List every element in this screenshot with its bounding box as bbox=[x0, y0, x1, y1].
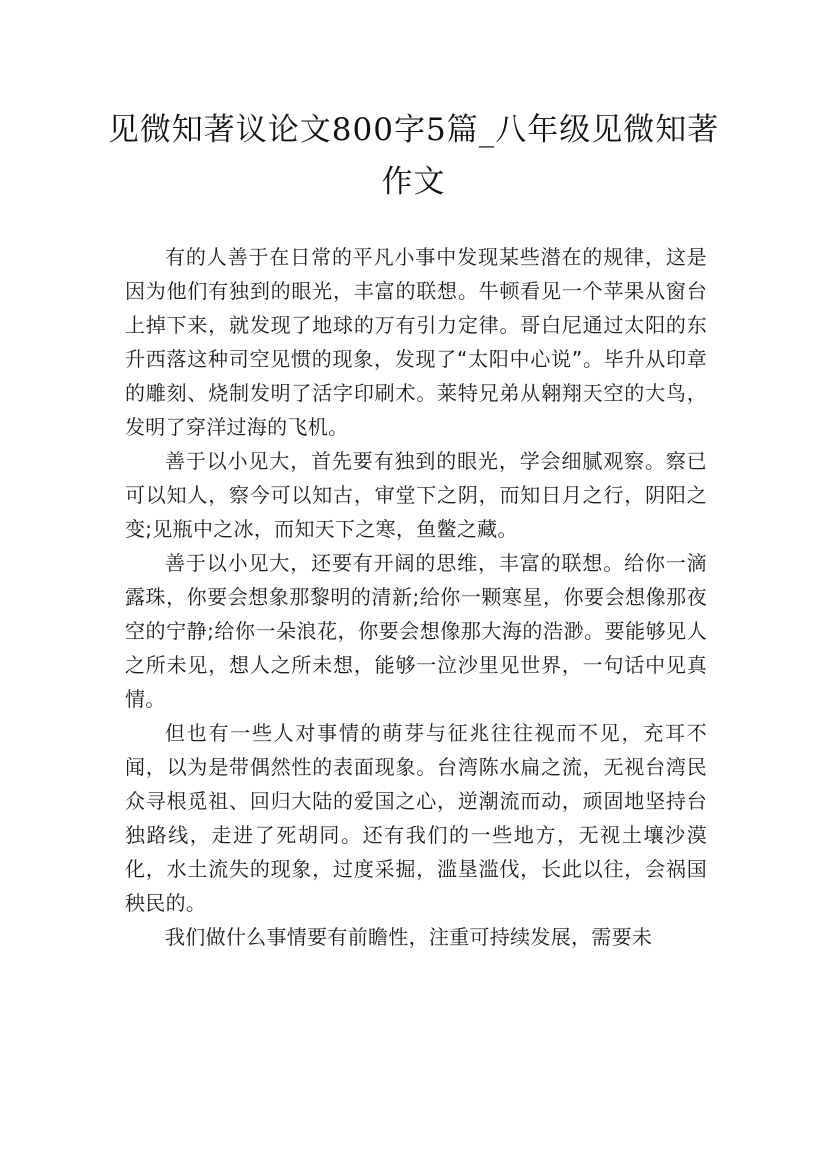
document-body bbox=[125, 240, 707, 954]
paragraph: 但也有一些人对事情的萌芽与征兆往往视而不见，充耳不闻，以为是带偶然性的表面现象。台湾陈水扁之流，无视台湾民众寻根觅祖、回归大陆的爱国之心，逆潮流而动，顽固地坚持台独路线，走进了死胡同。还有我们的一些地方，无视土壤沙漠化，水土流失的现象，过度采掘，滥垦滥伐，长此以往，会祸国秧民的。 bbox=[125, 721, 707, 915]
document-title: 见微知著议论文800字5篇_八年级见微知著作文 bbox=[107, 112, 720, 200]
paragraph: 有的人善于在日常的平凡小事中发现某些潜在的规律，这是因为他们有独到的眼光，丰富的联想。牛顿看见一个苹果从窗台上掉下来，就发现了地球的万有引力定律。哥白尼通过太阳的东升西落这种司空见惯的现象，发现了“太阳中心说”。毕升从印章的雕刻、烧制发明了活字印刷术。莱特兄弟从翱翔天空的大鸟，发明了穿洋过海的飞机。 bbox=[125, 245, 707, 439]
paragraph: 我们做什么事情要有前瞻性，注重可持续发展，需要未 bbox=[165, 925, 653, 949]
paragraph: 善于以小见大，首先要有独到的眼光，学会细腻观察。察已可以知人，察今可以知古，审堂下之阴，而知日月之行，阴阳之变;见瓶中之冰，而知天下之寒，鱼鳖之藏。 bbox=[125, 449, 707, 541]
paragraph: 善于以小见大，还要有开阔的思维，丰富的联想。给你一滴露珠，你要会想象那黎明的清新;给你一颗寒星，你要会想像那夜空的宁静;给你一朵浪花，你要会想像那大海的浩渺。要能够见人之所未见，想人之所未想，能够一泣沙里见世界，一句话中见真情。 bbox=[125, 551, 707, 711]
